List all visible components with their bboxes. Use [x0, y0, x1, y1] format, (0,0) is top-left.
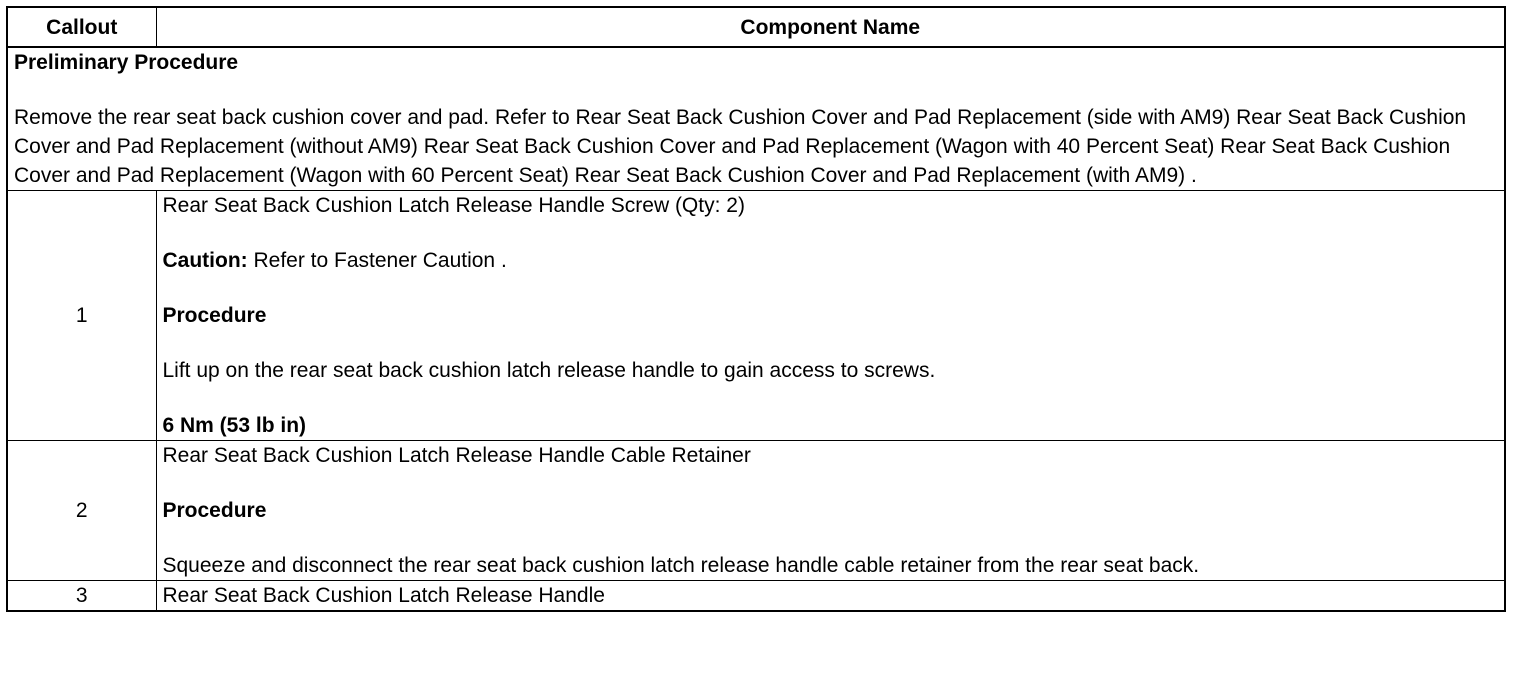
caution-line — [163, 246, 1499, 275]
table-row — [7, 581, 1505, 612]
component-cell — [156, 581, 1505, 612]
callout-number: 1 — [7, 191, 156, 441]
procedure-text: Squeeze and disconnect the rear seat back cushion latch release handle cable retainer from the rear seat back. — [162, 554, 1200, 577]
component-name-header: Component Name — [156, 7, 1505, 47]
procedure-label: Procedure — [162, 304, 267, 327]
callout-number: 2 — [7, 441, 156, 581]
procedure-text: Lift up on the rear seat back cushion latch release handle to gain access to screws. — [162, 359, 936, 382]
table-row — [7, 441, 1505, 581]
component-table — [6, 6, 1506, 612]
component-name: Rear Seat Back Cushion Latch Release Handle — [162, 584, 605, 607]
header-row — [7, 7, 1505, 47]
caution-label: Caution: — [162, 249, 248, 272]
table-row — [7, 191, 1505, 441]
component-cell — [156, 191, 1505, 441]
preliminary-text: Remove the rear seat back cushion cover and pad. Refer to Rear Seat Back Cushion Cover and Pad Replacement (side with AM9) Rear Seat Back Cushion Cover and Pad Replacement (without AM9) Rear Seat Back Cushion Cover and Pad Replacement (Wagon with 40 Percent Seat) Rear Seat Back Cushion Cover and Pad Replacement (Wagon with 60 Percent Seat) Rear Seat Back Cushion Cover and Pad Replacement (with AM9) . — [14, 106, 1467, 187]
component-name: Rear Seat Back Cushion Latch Release Handle Screw (Qty: 2) — [162, 194, 745, 217]
callout-number: 3 — [7, 581, 156, 612]
procedure-label: Procedure — [162, 499, 267, 522]
preliminary-cell — [7, 47, 1505, 191]
preliminary-title: Preliminary Procedure — [14, 51, 239, 74]
component-cell — [156, 441, 1505, 581]
caution-text: Refer to Fastener Caution . — [247, 249, 507, 272]
torque-spec: 6 Nm (53 lb in) — [162, 414, 307, 437]
preliminary-row — [7, 47, 1505, 191]
callout-header: Callout — [7, 7, 156, 47]
component-name: Rear Seat Back Cushion Latch Release Handle Cable Retainer — [162, 444, 751, 467]
